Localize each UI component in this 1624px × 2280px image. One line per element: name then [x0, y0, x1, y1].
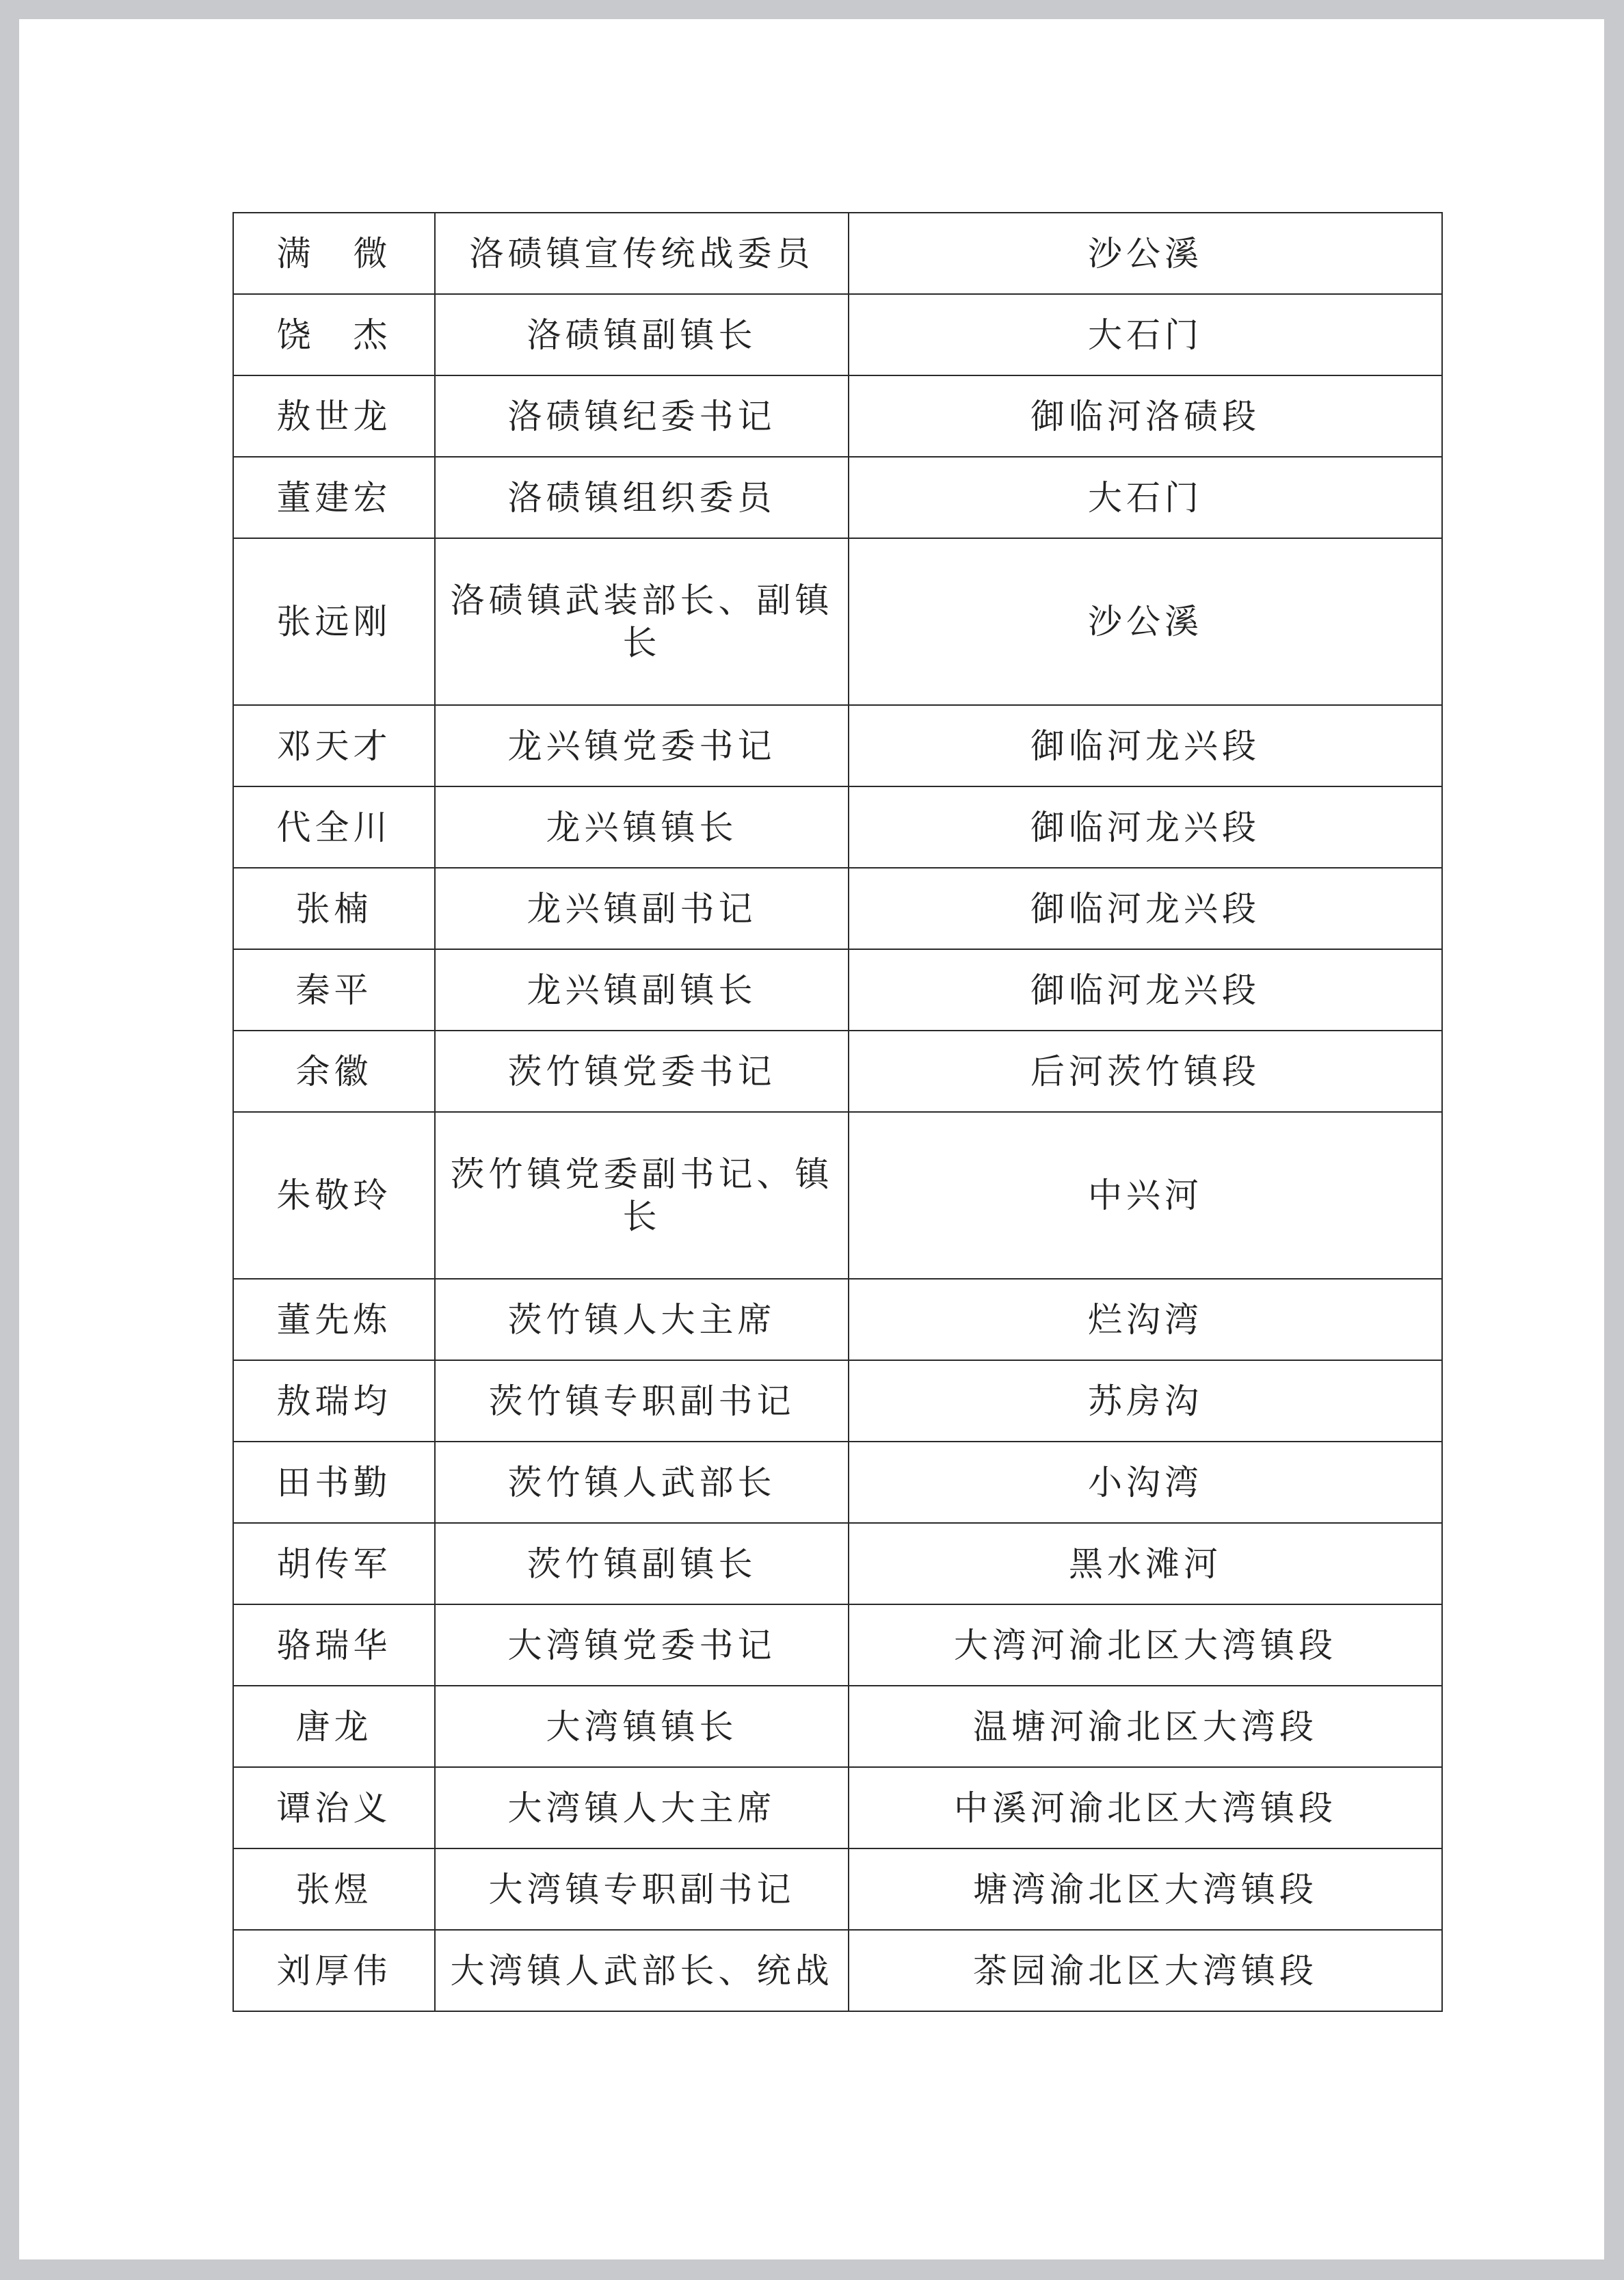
table-row [233, 1279, 1442, 1360]
name-cell: 饶 杰 [233, 294, 435, 375]
name-cell: 敖瑞均 [233, 1360, 435, 1442]
position-text: 茨竹镇人武部长 [507, 1462, 776, 1502]
position-text: 大湾镇镇长 [546, 1706, 738, 1747]
position-text: 洛碛镇纪委书记 [507, 396, 776, 436]
table-row [233, 705, 1442, 786]
name-cell: 朱敬玲 [233, 1112, 435, 1279]
position-text: 洛碛镇组织委员 [507, 477, 776, 518]
river-cell: 苏房沟 [849, 1360, 1442, 1442]
table-row [233, 1686, 1442, 1767]
position-text: 龙兴镇党委书记 [507, 726, 776, 766]
name-cell: 敖世龙 [233, 375, 435, 457]
position-text: 茨竹镇党委书记 [507, 1051, 776, 1091]
river-cell: 大湾河渝北区大湾镇段 [849, 1604, 1442, 1686]
river-cell: 御临河龙兴段 [849, 705, 1442, 786]
table-row [233, 1031, 1442, 1112]
name-cell: 满 微 [233, 213, 435, 294]
name-cell: 谭治义 [233, 1767, 435, 1848]
position-text: 茨竹镇专职副书记 [488, 1381, 795, 1421]
name-cell: 张楠 [233, 868, 435, 949]
position-cell [435, 1848, 849, 1930]
river-cell: 沙公溪 [849, 213, 1442, 294]
name-cell: 秦平 [233, 949, 435, 1031]
position-cell [435, 1279, 849, 1360]
position-text: 大湾镇人武部长、统战 [450, 1950, 834, 1991]
position-text: 茨竹镇副镇长 [527, 1543, 757, 1584]
river-cell: 小沟湾 [849, 1442, 1442, 1523]
position-cell [435, 1360, 849, 1442]
position-cell [435, 1031, 849, 1112]
river-cell: 中兴河 [849, 1112, 1442, 1279]
river-cell: 后河茨竹镇段 [849, 1031, 1442, 1112]
table-row [233, 1523, 1442, 1604]
position-cell [435, 213, 849, 294]
river-cell: 大石门 [849, 294, 1442, 375]
position-text: 洛碛镇武装部长、副镇长 [450, 581, 834, 663]
river-cell: 中溪河渝北区大湾镇段 [849, 1767, 1442, 1848]
table-row [233, 457, 1442, 538]
table-row [233, 1930, 1442, 2011]
position-text: 龙兴镇副书记 [527, 888, 757, 929]
position-cell [435, 1767, 849, 1848]
position-text: 龙兴镇副镇长 [527, 970, 757, 1010]
river-cell: 温塘河渝北区大湾段 [849, 1686, 1442, 1767]
table-row [233, 294, 1442, 375]
position-text: 大湾镇党委书记 [507, 1625, 776, 1665]
name-cell: 张煜 [233, 1848, 435, 1930]
name-cell: 田书勤 [233, 1442, 435, 1523]
table-row [233, 1360, 1442, 1442]
position-cell [435, 1930, 849, 2011]
name-cell: 董建宏 [233, 457, 435, 538]
position-cell [435, 457, 849, 538]
position-cell [435, 1686, 849, 1767]
river-cell: 大石门 [849, 457, 1442, 538]
river-cell: 黑水滩河 [849, 1523, 1442, 1604]
table-row [233, 1604, 1442, 1686]
position-cell [435, 375, 849, 457]
river-cell: 塘湾渝北区大湾镇段 [849, 1848, 1442, 1930]
position-cell [435, 1442, 849, 1523]
position-text: 茨竹镇人大主席 [507, 1299, 776, 1340]
river-cell: 御临河龙兴段 [849, 868, 1442, 949]
position-cell [435, 1112, 849, 1279]
name-cell: 刘厚伟 [233, 1930, 435, 2011]
river-chief-table [232, 212, 1443, 2012]
position-cell [435, 786, 849, 868]
table-row [233, 213, 1442, 294]
position-text: 洛碛镇副镇长 [527, 315, 757, 355]
river-cell: 沙公溪 [849, 538, 1442, 705]
position-cell [435, 1523, 849, 1604]
position-cell [435, 538, 849, 705]
position-text: 大湾镇专职副书记 [488, 1869, 795, 1909]
table-row [233, 786, 1442, 868]
name-cell: 邓天才 [233, 705, 435, 786]
river-cell: 御临河龙兴段 [849, 786, 1442, 868]
table-row [233, 868, 1442, 949]
river-cell: 御临河洛碛段 [849, 375, 1442, 457]
position-text: 洛碛镇宣传统战委员 [469, 233, 814, 274]
table-row [233, 1112, 1442, 1279]
table-row [233, 1442, 1442, 1523]
name-cell: 唐龙 [233, 1686, 435, 1767]
name-cell: 代全川 [233, 786, 435, 868]
position-cell [435, 949, 849, 1031]
name-cell: 余徽 [233, 1031, 435, 1112]
table-row [233, 1848, 1442, 1930]
position-cell [435, 294, 849, 375]
position-text: 龙兴镇镇长 [546, 807, 738, 847]
name-cell: 骆瑞华 [233, 1604, 435, 1686]
river-cell: 烂沟湾 [849, 1279, 1442, 1360]
table-row [233, 949, 1442, 1031]
position-cell [435, 705, 849, 786]
river-cell: 御临河龙兴段 [849, 949, 1442, 1031]
name-cell: 董先炼 [233, 1279, 435, 1360]
name-cell: 胡传军 [233, 1523, 435, 1604]
position-text: 大湾镇人大主席 [507, 1788, 776, 1828]
position-cell [435, 868, 849, 949]
table-row [233, 1767, 1442, 1848]
document-page [19, 19, 1604, 2259]
river-cell: 茶园渝北区大湾镇段 [849, 1930, 1442, 2011]
table-row [233, 538, 1442, 705]
position-text: 茨竹镇党委副书记、镇长 [450, 1154, 834, 1236]
name-cell: 张远刚 [233, 538, 435, 705]
table-row [233, 375, 1442, 457]
position-cell [435, 1604, 849, 1686]
